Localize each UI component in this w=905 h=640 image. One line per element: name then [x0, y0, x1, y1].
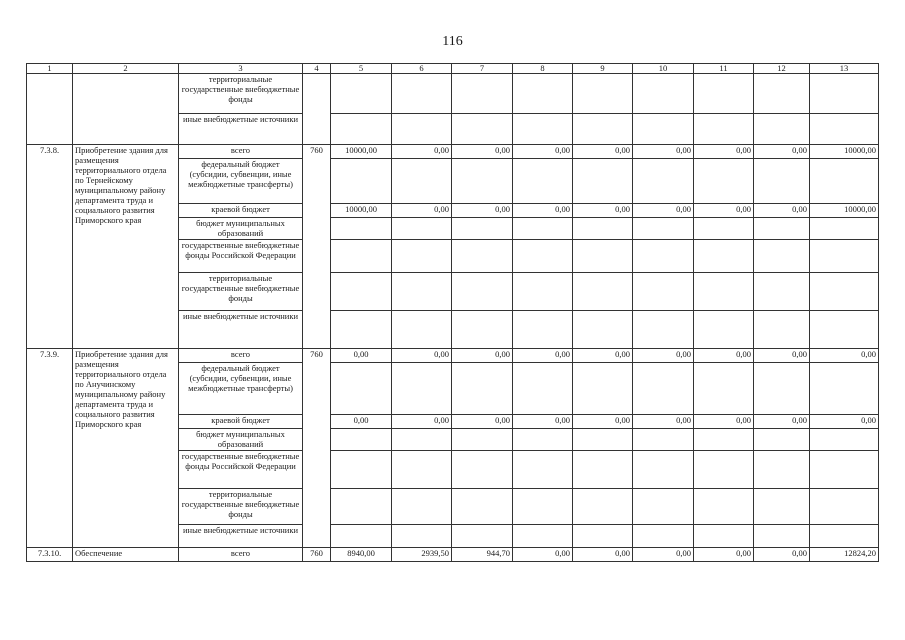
- funding-source: иные внебюджетные источники: [179, 114, 303, 145]
- value-cell: 0,00: [573, 145, 633, 159]
- value-cell: 0,00: [694, 415, 754, 429]
- header-cell: 5: [331, 64, 392, 74]
- funding-source: всего: [179, 145, 303, 159]
- funding-source: территориальные государственные внебюджетные фонды: [179, 489, 303, 525]
- code-cell: 760: [303, 349, 331, 548]
- value-cell: 0,00: [633, 548, 694, 562]
- header-cell: 9: [573, 64, 633, 74]
- value-cell: 10000,00: [331, 145, 392, 159]
- value-cell: 0,00: [754, 415, 810, 429]
- value-cell: 0,00: [392, 415, 452, 429]
- header-row: [27, 64, 879, 74]
- value-cell: 0,00: [452, 349, 513, 363]
- page-number: 116: [442, 34, 463, 49]
- value-cell: 0,00: [513, 415, 573, 429]
- item-number: 7.3.8.: [27, 145, 73, 349]
- value-cell: 0,00: [754, 204, 810, 218]
- header-cell: 13: [810, 64, 879, 74]
- funding-source: территориальные государственные внебюджетные фонды: [179, 273, 303, 311]
- value-cell: 0,00: [392, 349, 452, 363]
- value-cell: 0,00: [513, 548, 573, 562]
- value-cell: 0,00: [633, 415, 694, 429]
- value-cell: 0,00: [392, 145, 452, 159]
- header-cell: 7: [452, 64, 513, 74]
- blank-cell: [27, 74, 73, 145]
- blank-cell: [303, 74, 331, 145]
- value-cell: 0,00: [573, 548, 633, 562]
- value-cell: 0,00: [513, 145, 573, 159]
- value-cell: 0,00: [392, 204, 452, 218]
- value-cell: 0,00: [573, 349, 633, 363]
- funding-source: краевой бюджет: [179, 415, 303, 429]
- header-cell: 11: [694, 64, 754, 74]
- value-cell: 0,00: [513, 204, 573, 218]
- value-cell: 0,00: [513, 349, 573, 363]
- value-cell: 12824,20: [810, 548, 879, 562]
- budget-table: [26, 63, 879, 562]
- funding-source: иные внебюджетные источники: [179, 525, 303, 548]
- table-row: [27, 349, 879, 363]
- header-cell: 2: [73, 64, 179, 74]
- header-cell: 6: [392, 64, 452, 74]
- value-cell: 0,00: [452, 415, 513, 429]
- funding-source: краевой бюджет: [179, 204, 303, 218]
- value-cell: 0,00: [754, 145, 810, 159]
- value-cell: 0,00: [694, 145, 754, 159]
- value-cell: 0,00: [810, 415, 879, 429]
- funding-source: всего: [179, 548, 303, 562]
- funding-source: государственные внебюджетные фонды Российской Федерации: [179, 451, 303, 489]
- value-cell: 0,00: [331, 349, 392, 363]
- item-name: Приобретение здания для размещения территориального отдела по Анучинскому муниципальному району департамента труда и социального развития Приморского края: [73, 349, 179, 548]
- value-cell: 2939,50: [392, 548, 452, 562]
- item-number: 7.3.10.: [27, 548, 73, 562]
- funding-source: иные внебюджетные источники: [179, 311, 303, 349]
- value-cell: 0,00: [810, 349, 879, 363]
- funding-source: территориальные государственные внебюджетные фонды: [179, 74, 303, 114]
- value-cell: 944,70: [452, 548, 513, 562]
- value-cell: 0,00: [452, 204, 513, 218]
- value-cell: 10000,00: [810, 145, 879, 159]
- table-row: [27, 548, 879, 562]
- table-row: [27, 74, 879, 114]
- value-cell: 0,00: [694, 349, 754, 363]
- value-cell: 0,00: [633, 204, 694, 218]
- value-cell: 10000,00: [810, 204, 879, 218]
- blank-cell: [73, 74, 179, 145]
- item-name: Обеспечение: [73, 548, 179, 562]
- value-cell: 0,00: [573, 415, 633, 429]
- value-cell: 0,00: [694, 204, 754, 218]
- value-cell: 0,00: [573, 204, 633, 218]
- header-cell: 4: [303, 64, 331, 74]
- header-cell: 10: [633, 64, 694, 74]
- funding-source: всего: [179, 349, 303, 363]
- header-cell: 8: [513, 64, 573, 74]
- funding-source: бюджет муниципальных образований: [179, 429, 303, 451]
- code-cell: 760: [303, 145, 331, 349]
- value-cell: 8940,00: [331, 548, 392, 562]
- item-number: 7.3.9.: [27, 349, 73, 548]
- table-row: [27, 145, 879, 159]
- value-cell: 10000,00: [331, 204, 392, 218]
- value-cell: 0,00: [452, 145, 513, 159]
- value-cell: 0,00: [633, 145, 694, 159]
- header-cell: 3: [179, 64, 303, 74]
- funding-source: государственные внебюджетные фонды Российской Федерации: [179, 240, 303, 273]
- value-cell: 0,00: [754, 548, 810, 562]
- funding-source: федеральный бюджет (субсидии, субвенции, иные межбюджетные трансферты): [179, 363, 303, 415]
- item-name: Приобретение здания для размещения территориального отдела по Тернейскому муниципальному району департамента труда и социального развития Приморского края: [73, 145, 179, 349]
- funding-source: бюджет муниципальных образований: [179, 218, 303, 240]
- value-cell: 0,00: [331, 415, 392, 429]
- funding-source: федеральный бюджет (субсидии, субвенции, иные межбюджетные трансферты): [179, 159, 303, 204]
- code-cell: 760: [303, 548, 331, 562]
- value-cell: 0,00: [694, 548, 754, 562]
- header-cell: 1: [27, 64, 73, 74]
- value-cell: 0,00: [633, 349, 694, 363]
- value-cell: 0,00: [754, 349, 810, 363]
- header-cell: 12: [754, 64, 810, 74]
